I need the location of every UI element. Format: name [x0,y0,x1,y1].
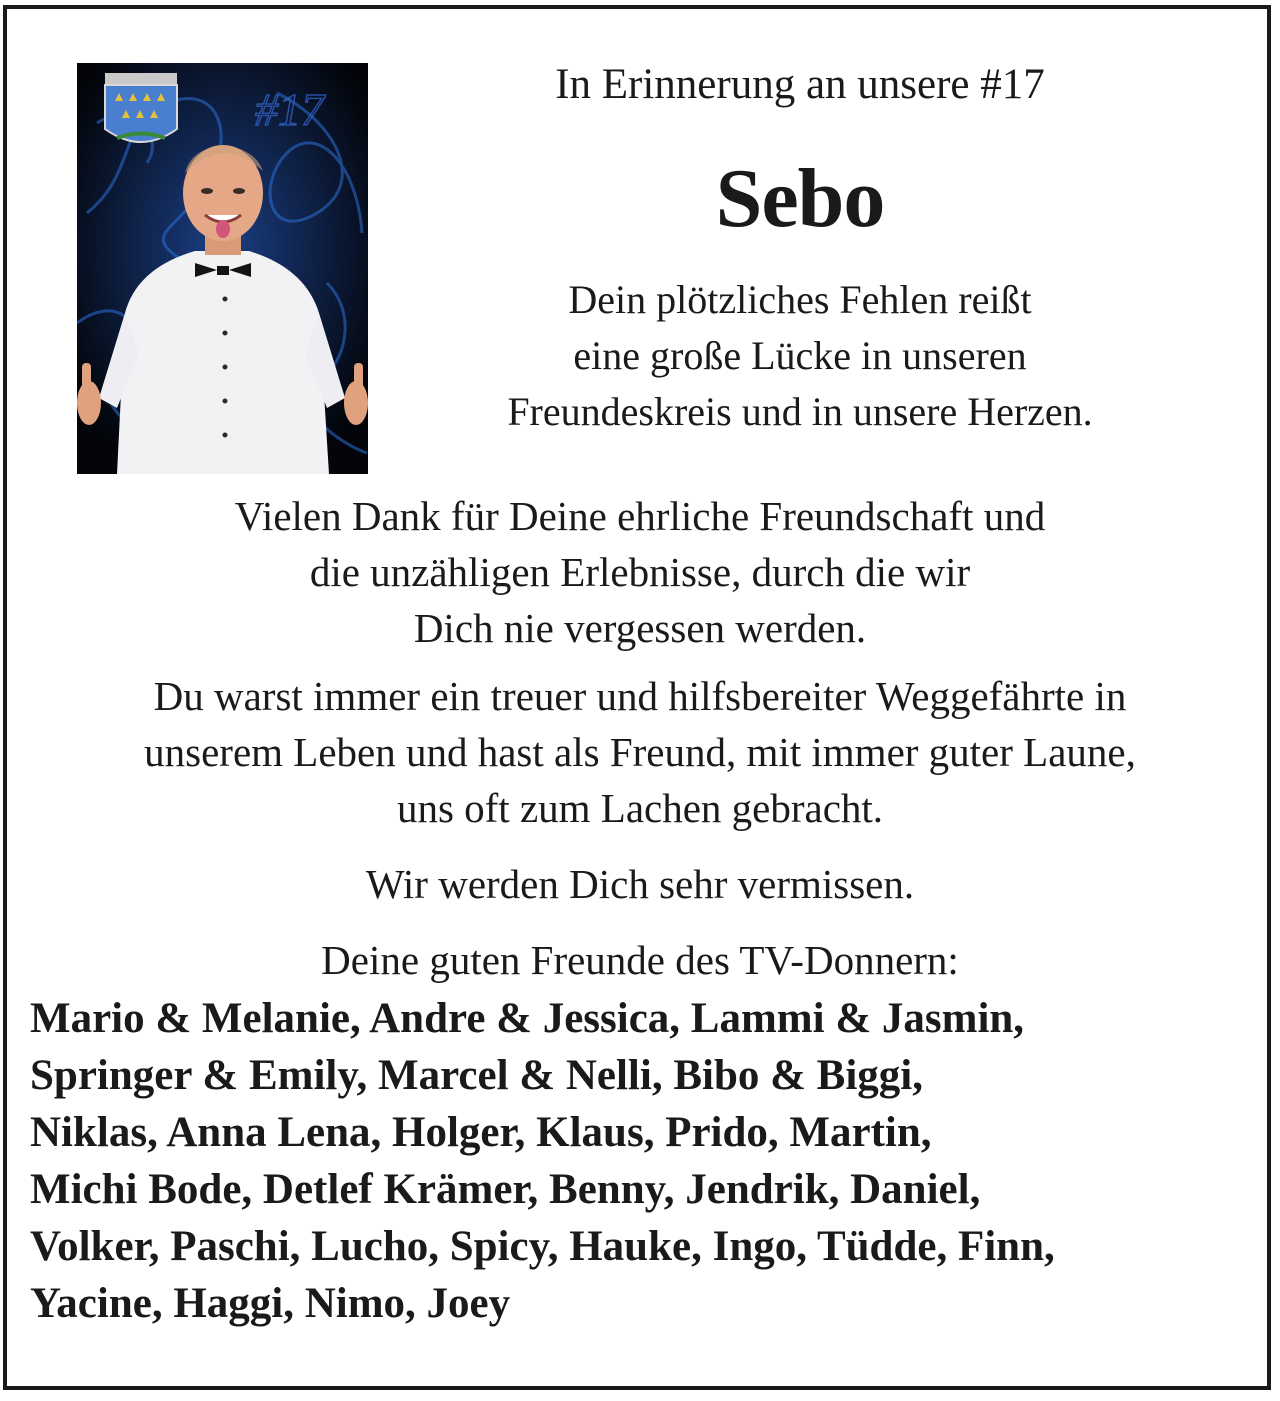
deceased-name: Sebo [715,152,885,245]
message-line: Freundeskreis und in unsere Herzen. [507,389,1093,434]
message-line: eine große Lücke in unseren [573,333,1027,378]
thanks-line: Vielen Dank für Deine ehrliche Freundschaft und [234,493,1046,539]
companion-line: unserem Leben und hast als Freund, mit immer guter Laune, [144,729,1136,775]
message-line: Dein plötzliches Fehlen reißt [568,277,1032,322]
portrait-image [77,63,368,474]
friends-line: Volker, Paschi, Lucho, Spicy, Hauke, Ingo, Tüdde, Finn, [30,1223,1055,1270]
memorial-photo [77,63,368,474]
friends-line: Michi Bode, Detlef Krämer, Benny, Jendrik, Daniel, [30,1166,981,1213]
club-crest-icon [105,73,177,142]
miss-line: Wir werden Dich sehr vermissen. [365,861,915,907]
thanks-line: Dich nie vergessen werden. [413,605,867,651]
friends-line: Yacine, Haggi, Nimo, Joey [30,1280,511,1327]
friends-intro: Deine guten Freunde des TV-Donnern: [321,937,959,983]
friends-line: Springer & Emily, Marcel & Nelli, Bibo & Biggi, [30,1052,924,1099]
thanks-line: die unzähligen Erlebnisse, durch die wir [309,549,971,595]
companion-line: Du warst immer ein treuer und hilfsbereiter Weggefährte in [153,673,1127,719]
jersey-number-mark: #17 [255,84,324,135]
companion-line: uns oft zum Lachen gebracht. [396,785,884,831]
intro-line: In Erinnerung an unsere #17 [555,61,1045,108]
friends-line: Mario & Melanie, Andre & Jessica, Lammi & Jasmin, [30,995,1025,1042]
friends-line: Niklas, Anna Lena, Holger, Klaus, Prido, Martin, [30,1109,932,1156]
